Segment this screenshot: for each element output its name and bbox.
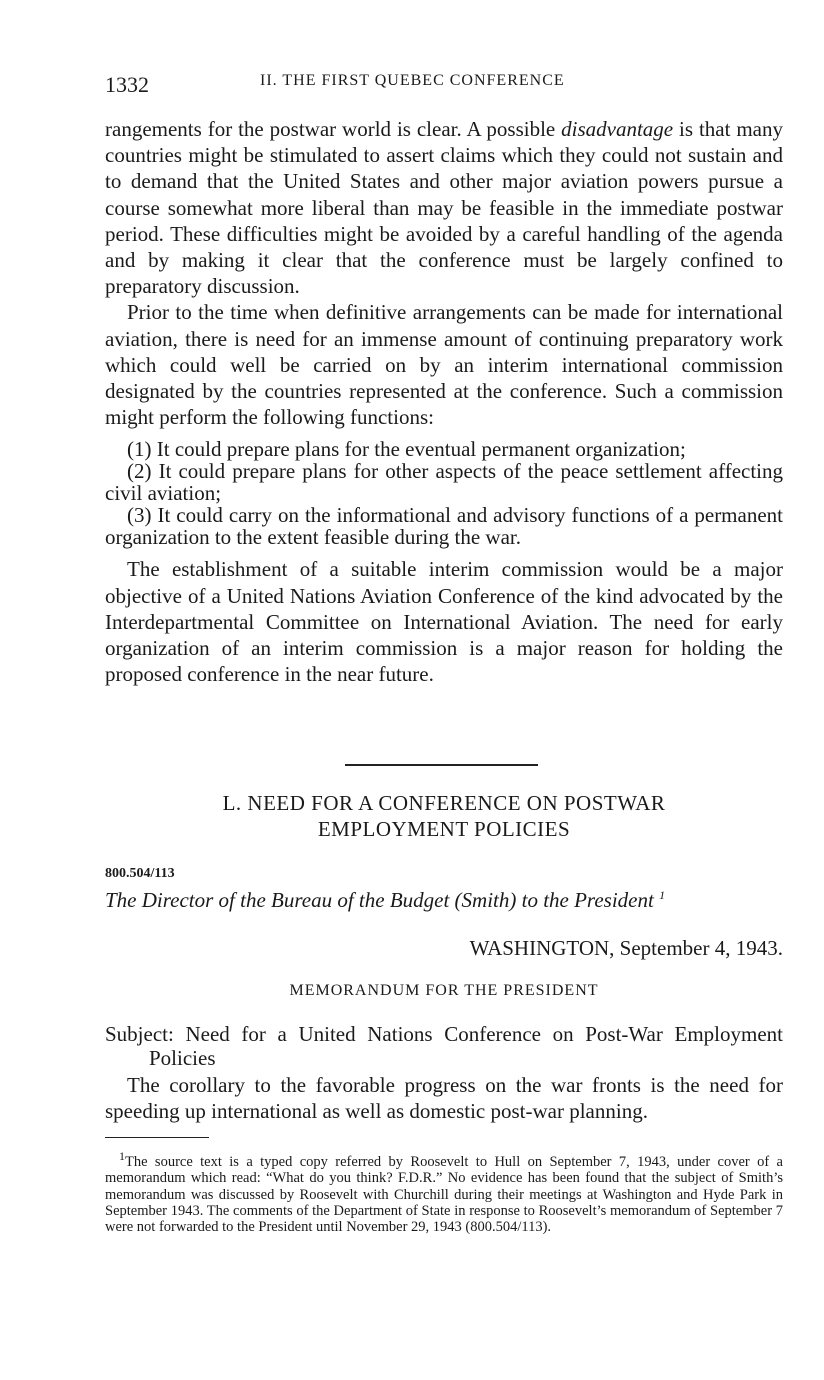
paragraph-text: is that many countries might be stimulated to assert claims which they could not sustain and to demand that the United States and other major aviation powers pursue a course somewhat more liberal than may be feasible in the immediate postwar period. These difficulties might be avoided by a careful handling of the agenda and by making it clear that the conference must be largely confined to preparatory discussion. <box>105 117 783 299</box>
paragraph-text: rangements for the postwar world is clear. A possible <box>105 117 562 141</box>
document-title <box>105 888 783 913</box>
paragraph-continuation <box>105 116 783 299</box>
running-title: II. THE FIRST QUEBEC CONFERENCE <box>260 72 565 89</box>
page-number: 1332 <box>105 72 149 97</box>
paragraph-interim-commission: Prior to the time when definitive arrangements can be made for international aviation, there is need for an immense amount of continuing preparatory work which could well be carried on by an interim international commission designated by the countries represented at the conference. Such a commission might perform the following functions: <box>105 300 783 430</box>
section-divider <box>345 764 538 766</box>
list-item-2: (2) It could prepare plans for other aspects of the peace settlement affecting civil aviation; <box>105 459 783 506</box>
section-heading-line-1: L. NEED FOR A CONFERENCE ON POSTWAR <box>222 791 666 815</box>
footnote-reference: 1 <box>659 888 666 902</box>
page-header <box>105 72 785 102</box>
list-item-3: (3) It could carry on the informational and advisory functions of a permanent organization to the extent feasible during the war. <box>105 503 783 550</box>
memorandum-heading: MEMORANDUM FOR THE PRESIDENT <box>289 982 599 999</box>
paragraph-establishment: The establishment of a suitable interim commission would be a major objective of a United Nations Aviation Conference of the kind advocated by the Interdepartmental Committee on International Aviation. The need for early organization of an interim commission is a major reason for holding the proposed conference in the near future. <box>105 557 783 687</box>
emphasis-text: disadvantage <box>561 117 674 141</box>
document-title-text: The Director of the Bureau of the Budget (Smith) to the President <box>105 888 654 912</box>
footnote-text: The source text is a typed copy referred by Roosevelt to Hull on September 7, 1943, under cover of a memorandum which read: “What do you think? F.D.R.” No evidence has been found that the subject of Smith’s memorandum was discussed by Roosevelt with Churchill during their meetings at Washington and Hyde Park in September 1943. The comments of the Department of State in response to Roosevelt’s memorandum of September 7 were not forwarded to the President until November 29, 1943 (800.504/113). <box>105 1153 783 1236</box>
footnote <box>105 1148 783 1236</box>
section-heading <box>105 790 783 842</box>
footnote-rule <box>105 1137 209 1138</box>
section-heading-line-2: EMPLOYMENT POLICIES <box>317 817 571 841</box>
dateline: WASHINGTON, September 4, 1943. <box>469 936 783 960</box>
file-number: 800.504/113 <box>105 866 175 881</box>
footnote-mark: 1 <box>119 1149 125 1163</box>
body-text <box>105 116 783 687</box>
list-item-1: (1) It could prepare plans for the eventual permanent organization; <box>127 437 686 462</box>
memo-subject: Subject: Need for a United Nations Conference on Post-War Employment Policies <box>105 1022 783 1070</box>
memo-opening-paragraph: The corollary to the favorable progress on the war fronts is the need for speeding up international as well as domestic post-war planning. <box>105 1073 783 1123</box>
